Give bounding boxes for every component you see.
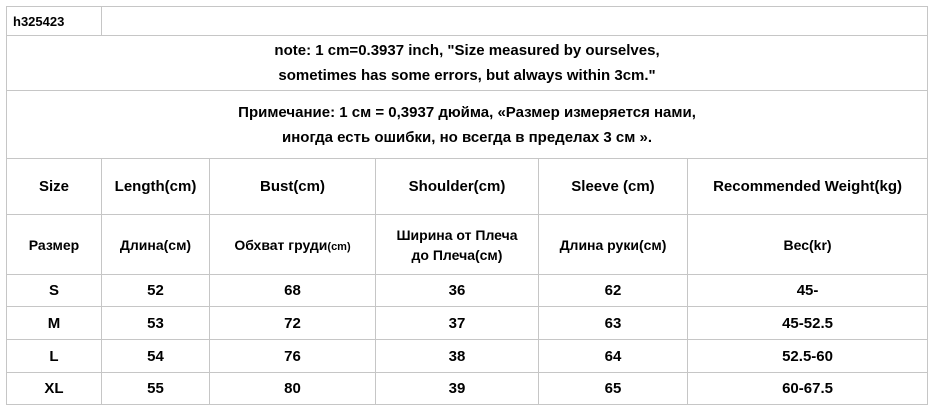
header-weight-ru: Вес(kr): [688, 215, 928, 275]
table-row: [7, 275, 928, 307]
size-cell: M: [7, 307, 102, 340]
shoulder-cell: 39: [376, 373, 539, 405]
size-cell: L: [7, 340, 102, 373]
header-bust-ru-unit: (cm): [327, 240, 351, 253]
header-sleeve: Sleeve (cm): [539, 159, 688, 215]
note-en-row: [7, 36, 928, 91]
shoulder-cell: 38: [376, 340, 539, 373]
header-length: Length(cm): [102, 159, 210, 215]
header-row-russian: [7, 215, 928, 275]
note-russian-line-1: Примечание: 1 см = 0,3937 дюйма, «Размер измеряется нами,: [238, 103, 696, 121]
header-shoulder-ru-line-2: до Плеча(см): [411, 246, 503, 263]
sleeve-cell: 62: [539, 275, 688, 307]
header-bust-ru-main: Обхват груди: [234, 236, 328, 253]
length-cell: 55: [102, 373, 210, 405]
sleeve-cell: 63: [539, 307, 688, 340]
table-row: [7, 373, 928, 405]
weight-cell: 45-: [688, 275, 928, 307]
bust-cell: 72: [210, 307, 376, 340]
size-cell: XL: [7, 373, 102, 405]
sleeve-cell: 65: [539, 373, 688, 405]
table-row: [7, 307, 928, 340]
header-size: Size: [7, 159, 102, 215]
weight-cell: 60-67.5: [688, 373, 928, 405]
header-shoulder-ru: [376, 215, 539, 275]
header-bust-ru: [210, 215, 376, 275]
size-cell: S: [7, 275, 102, 307]
note-russian-line-2: иногда есть ошибки, но всегда в пределах 3 см ».: [282, 128, 653, 146]
size-chart-table: [6, 6, 928, 405]
table-row: [7, 340, 928, 373]
length-cell: 52: [102, 275, 210, 307]
bust-cell: 68: [210, 275, 376, 307]
note-ru-row: [7, 91, 928, 159]
weight-cell: 52.5-60: [688, 340, 928, 373]
weight-cell: 45-52.5: [688, 307, 928, 340]
note-russian: [7, 91, 928, 159]
bust-cell: 80: [210, 373, 376, 405]
note-english-line-1: note: 1 cm=0.3937 inch, "Size measured by ourselves,: [274, 42, 660, 59]
note-english: [7, 36, 928, 91]
note-english-line-2: sometimes has some errors, but always within 3cm.": [278, 67, 656, 84]
header-weight: Recommended Weight(kg): [688, 159, 928, 215]
header-bust: Bust(cm): [210, 159, 376, 215]
shoulder-cell: 36: [376, 275, 539, 307]
length-cell: 54: [102, 340, 210, 373]
header-shoulder-ru-line-1: Ширина от Плеча: [396, 226, 518, 243]
shoulder-cell: 37: [376, 307, 539, 340]
code-row: [7, 7, 928, 36]
header-row-english: [7, 159, 928, 215]
length-cell: 53: [102, 307, 210, 340]
header-shoulder: Shoulder(cm): [376, 159, 539, 215]
bust-cell: 76: [210, 340, 376, 373]
header-size-ru: Размер: [7, 215, 102, 275]
header-length-ru: Длина(см): [102, 215, 210, 275]
header-sleeve-ru: Длина руки(см): [539, 215, 688, 275]
empty-header-cell: [102, 7, 928, 36]
product-code: h325423: [7, 7, 102, 36]
sleeve-cell: 64: [539, 340, 688, 373]
